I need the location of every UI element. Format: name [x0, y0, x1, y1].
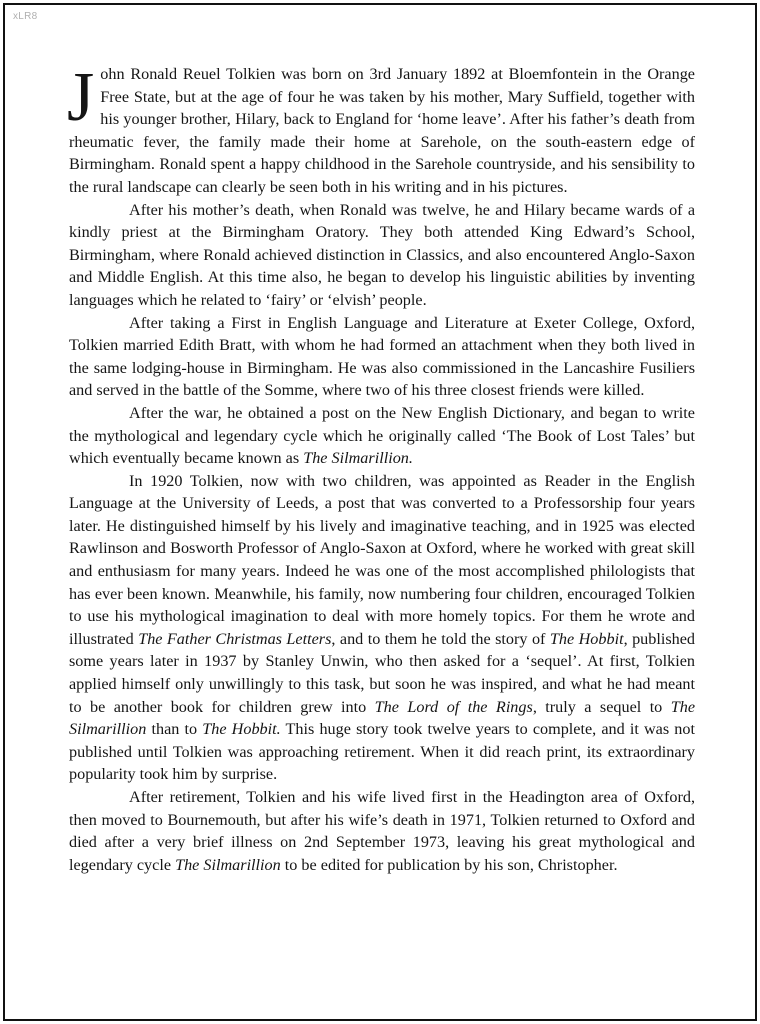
- text-run: After his mother’s death, when Ronald was twelve, he and Hilary became wards of a kindly priest at the Birmingham Oratory. They both attended King Edward’s School, Birmingham, where Ronald achieved distinction in Classics, and also encountered Anglo-Saxon and Middle English. At this time also, he began to develop his linguistic abilities by inventing languages which he related to ‘fairy’ or ‘elvish’ people.: [69, 200, 695, 309]
- text-run: After the war, he obtained a post on the New English Dictionary, and began to write the mythological and legendary cycle which he originally called ‘The Book of Lost Tales’ but which eventually became known as: [69, 403, 695, 468]
- book-title: The Silmarillion: [175, 855, 281, 874]
- paragraph-4: [69, 402, 695, 470]
- corner-watermark: xLR8: [13, 11, 38, 22]
- page-frame: [3, 3, 757, 1021]
- book-title: The Lord of the Rings: [374, 697, 533, 716]
- paragraph-6: [69, 786, 695, 876]
- text-run: This huge story took twelve years to complete, and it was not published until Tolkien was approaching retirement. When it did reach print, its extraordinary popularity took him by surprise.: [69, 720, 695, 784]
- paragraph-2: [69, 199, 695, 312]
- book-title: The Hobbit: [549, 629, 624, 648]
- paragraph-3: [69, 312, 695, 402]
- paragraph-5: [69, 470, 695, 786]
- text-run: , and to them he told the story of: [331, 629, 550, 648]
- book-title: The Father Christmas Letters: [138, 629, 332, 648]
- paragraph-1: [67, 59, 695, 199]
- biography-text: [67, 59, 696, 876]
- text-run: After taking a First in English Language and Literature at Exeter College, Oxford, Tolkien married Edith Bratt, with whom he had formed an attachment when they both lived in the same lodging-house in Birmingham. He was also commissioned in the Lancashire Fusiliers and served in the battle of the Somme, where two of his three closest friends were killed.: [69, 313, 695, 400]
- text-run: After retirement, Tolkien and his wife lived first in the Headington area of Oxford, then moved to Bournemouth, but after his wife’s death in 1971, Tolkien returned to Oxford and died after a very brief illness on 2nd September 1973, leaving his great mythological and legendary cycle: [69, 788, 695, 874]
- text-run: ohn Ronald Reuel Tolkien was born on 3rd January 1892 at Bloemfontein in the Orange Free State, but at the age of four he was taken by his mother, Mary Suffield, together with his younger brother, Hilary, back to England for ‘home leave’. After his father’s death from rheumatic fever, the family made their home at Sarehole, on the south-eastern edge of Birmingham. Ronald spent a happy childhood in the Sarehole countryside, and his sensibility to the rural landscape can clearly be seen both in his writing and in his pictures.: [69, 65, 695, 196]
- drop-cap: J: [67, 59, 95, 136]
- text-run: In 1920 Tolkien, now with two children, was appointed as Reader in the English Language at the University of Leeds, a post that was converted to a Professorship four years later. He distinguished himself by his lively and imaginative teaching, and in 1925 was elected Rawlinson and Bosworth Professor of Anglo-Saxon at Oxford, where he worked with great skill and enthusiasm for many years. Indeed he was one of the most accomplished philologists that has ever been known. Meanwhile, his family, now numbering four children, encouraged Tolkien to use his mythological imagination to deal with more homely topics. For them he wrote and illustrated: [69, 471, 695, 648]
- book-title: The Silmarillion.: [303, 449, 413, 468]
- text-run: , published some years later in 1937 by Stanley Unwin, who then asked for a ‘sequel’. At first, Tolkien applied himself only unwillingly to this task, but soon he was inspired, and what he had meant to be another book for children grew into: [69, 629, 696, 716]
- text-run: than to: [146, 720, 203, 739]
- book-title: The Silmarillion: [69, 697, 695, 739]
- text-run: to be edited for publication by his son, Christopher.: [280, 855, 618, 874]
- book-title: The Hobbit.: [202, 720, 281, 739]
- text-run: , truly a sequel to: [532, 697, 671, 716]
